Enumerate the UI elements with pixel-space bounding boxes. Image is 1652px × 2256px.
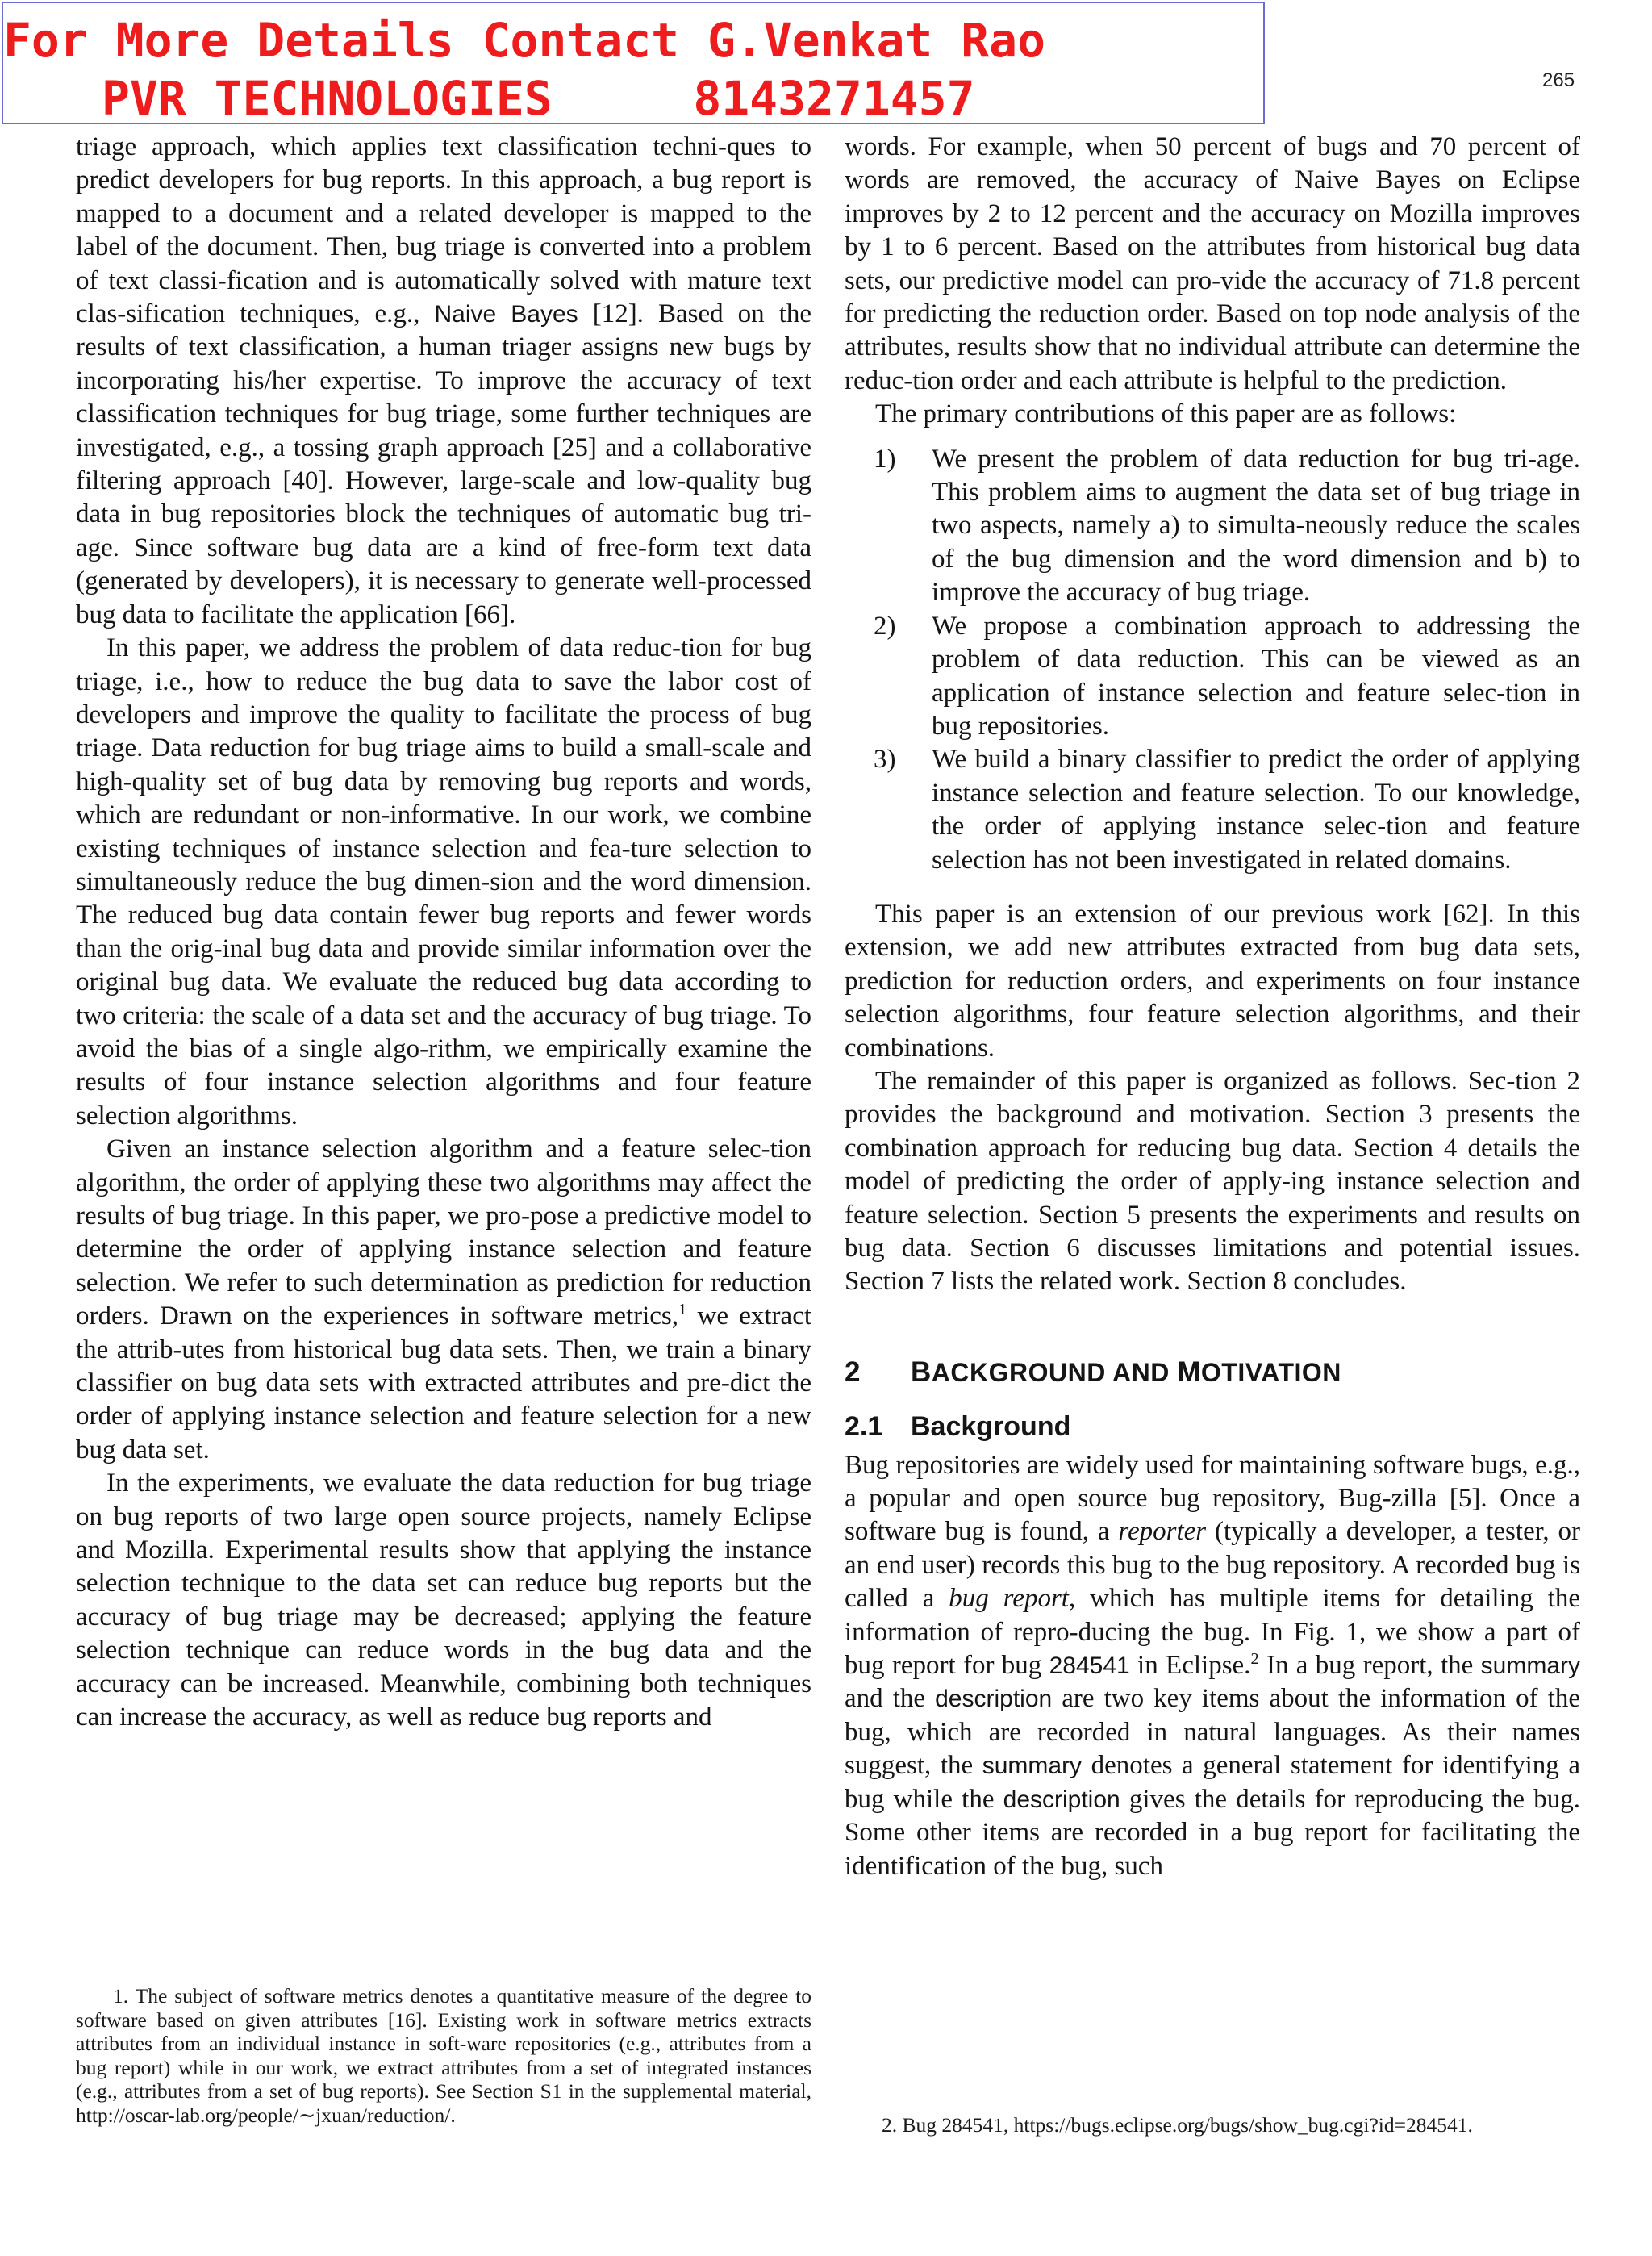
- list-item: 2) We propose a combination approach to addressing the problem of data reduction. This can be viewed as an application of instance selection and feature selec-tion in bug repositories.: [874, 611, 1580, 741]
- footnote-1: 1. The subject of software metrics denotes a quantitative measure of the degree to software based on given attributes [16]. Existing work in software metrics extracts attributes from an individual instance in soft-ware repositories (e.g., attributes from a bug report) while in our work, we extract attributes from a set of integrated instances (e.g., attributes from a set of bug reports). See Section S1 in the supplemental material, http://oscar-lab.org/people/∼jxuan/reduction/.: [76, 1984, 811, 2127]
- paragraph: words. For example, when 50 percent of bugs and 70 percent of words are removed, the accuracy of Naive Bayes on Eclipse improves by 2 to 12 percent and the accuracy on Mozilla improves by 1 to 6 percent. Based on the attributes from historical bug data sets, our predictive model can pro-vide the accuracy of 71.8 percent for predicting the reduction order. Based on top node analysis of the attributes, results show that no individual attribute can determine the reduc-tion order and each attribute is helpful to the prediction.: [845, 132, 1580, 395]
- paragraph: The remainder of this paper is organized as follows. Sec-tion 2 provides the background and motivation. Section 3 presents the combination approach for reducing bug data. Section 4 details the model of predicting the order of apply-ing instance selection and feature selection. Section 5 presents the experiments and results on bug data. Section 6 discusses limitations and potential issues. Section 7 lists the related work. Section 8 concludes.: [845, 1066, 1580, 1297]
- contributions-list: [845, 443, 1580, 877]
- watermark-banner: [2, 2, 1265, 124]
- watermark-line-1: For More Details Contact G.Venkat Rao: [3, 13, 1046, 68]
- footnote-ref-1: 1: [678, 1301, 687, 1319]
- watermark-line-2: [102, 69, 975, 127]
- paragraph: In this paper, we address the problem of data reduc-tion for bug triage, i.e., how to reduce the bug data to save the labor cost of developers and improve the quality to facilitate the process of bug triage. Data reduction for bug triage aims to build a small-scale and high-quality set of bug data by removing bug reports and words, which are redundant or non-informative. In our work, we combine existing techniques of instance selection and fea-ture selection to simultaneously reduce the bug dimen-sion and the word dimension. The reduced bug data contain fewer bug reports and fewer words than the orig-inal bug data and provide similar information over the original bug data. We evaluate the reduced bug data according to two criteria: the scale of a data set and the accuracy of bug triage. To avoid the bias of a single algo-rithm, we empirically examine the results of four instance selection algorithms and four feature selection algorithms.: [76, 633, 811, 1130]
- paragraph: This paper is an extension of our previous work [62]. In this extension, we add new attributes extracted from bug data sets, prediction for reduction orders, and experiments on four instance selection algorithms, four feature selection algorithms, and their combinations.: [845, 899, 1580, 1063]
- watermark-phone: 8143271457: [693, 71, 975, 126]
- footnote-2: 2. Bug 284541, https://bugs.eclipse.org/bugs/show_bug.cgi?id=284541.: [882, 2113, 1473, 2137]
- left-column: [76, 131, 811, 1735]
- footnote-ref-2: 2: [1250, 1650, 1259, 1669]
- paragraph: The primary contributions of this paper are as follows:: [875, 399, 1457, 429]
- paragraph: Bug repositories are widely used for maintaining software bugs, e.g., a popular and open source bug repository, Bug-zilla [5]. Once a software bug is found, a reporter (typically a developer, a tester, or an end user) records this bug to the bug repository. A recorded bug is called a bug report, which has multiple items for detailing the information of repro-ducing the bug. In Fig. 1, we show a part of bug report for bug 284541 in Eclipse.$^2$ In a bug report, the summary and the description are two key items about the information of the bug, which are recorded in natural languages. As their names suggest, the summary denotes a general statement for identifying a bug while the description gives the details for reproducing the bug. Some other items are recorded in a bug report for facilitating the identification of the bug, such: [845, 1450, 1580, 1881]
- paragraph: triage approach, which applies text classification techni-ques to predict developers for bug reports. In this approach, a bug report is mapped to a document and a related developer is mapped to the label of the document. Then, bug triage is converted into a problem of text classi-fication and is automatically solved with mature text clas-sification techniques, e.g., Naive Bayes [12]. Based on the results of text classification, a human triager assigns new bugs by incorporating his/her expertise. To improve the accuracy of text classification techniques for bug triage, some further techniques are investigated, e.g., a tossing graph approach [25] and a collaborative filtering approach [40]. However, large-scale and low-quality bug data in bug repositories block the techniques of automatic bug tri-age. Since software bug data are a kind of free-form text data (generated by developers), it is necessary to generate well-processed bug data to facilitate the application [66].: [76, 132, 811, 629]
- naive-bayes-term: Naive Bayes: [434, 301, 578, 328]
- right-column: [845, 131, 1580, 1883]
- page-number: 265: [1542, 69, 1575, 91]
- list-item: 3) We build a binary classifier to predict the order of applying instance selection and feature selection. To our knowledge, the order of applying instance selec-tion and feature selection has not been investigated in related domains.: [874, 745, 1580, 875]
- list-item: 1) We present the problem of data reduction for bug tri-age. This problem aims to augment the data set of bug triage in two aspects, namely a) to simulta-neously reduce the scales of the bug dimension and the word dimension and b) to improve the accuracy of bug triage.: [874, 444, 1580, 608]
- paragraph: Given an instance selection algorithm and a feature selec-tion algorithm, the order of applying these two algorithms may affect the results of bug triage. In this paper, we pro-pose a predictive model to determine the order of applying instance selection and feature selection. We refer to such determination as prediction for reduction orders. Drawn on the experiences in software metrics,$^1$ we extract the attrib-utes from historical bug data sets. Then, we train a binary classifier on bug data sets with extracted attributes and pre-dict the order of applying instance selection and feature selection for a new bug data set.: [76, 1134, 812, 1464]
- paragraph: In the experiments, we evaluate the data reduction for bug triage on bug reports of two large open source projects, namely Eclipse and Mozilla. Experimental results show that applying the instance selection technique to the data set can reduce bug reports but the accuracy of bug triage may be decreased; applying the feature selection technique can reduce words in the bug data and the accuracy can be increased. Meanwhile, combining both techniques can increase the accuracy, as well as reduce bug reports and: [76, 1468, 811, 1732]
- subsection-heading: 2.1 Background: [845, 1411, 1071, 1443]
- watermark-org: PVR TECHNOLOGIES: [102, 71, 553, 126]
- section-heading: 2 BACKGROUND AND MOTIVATION: [845, 1356, 1341, 1388]
